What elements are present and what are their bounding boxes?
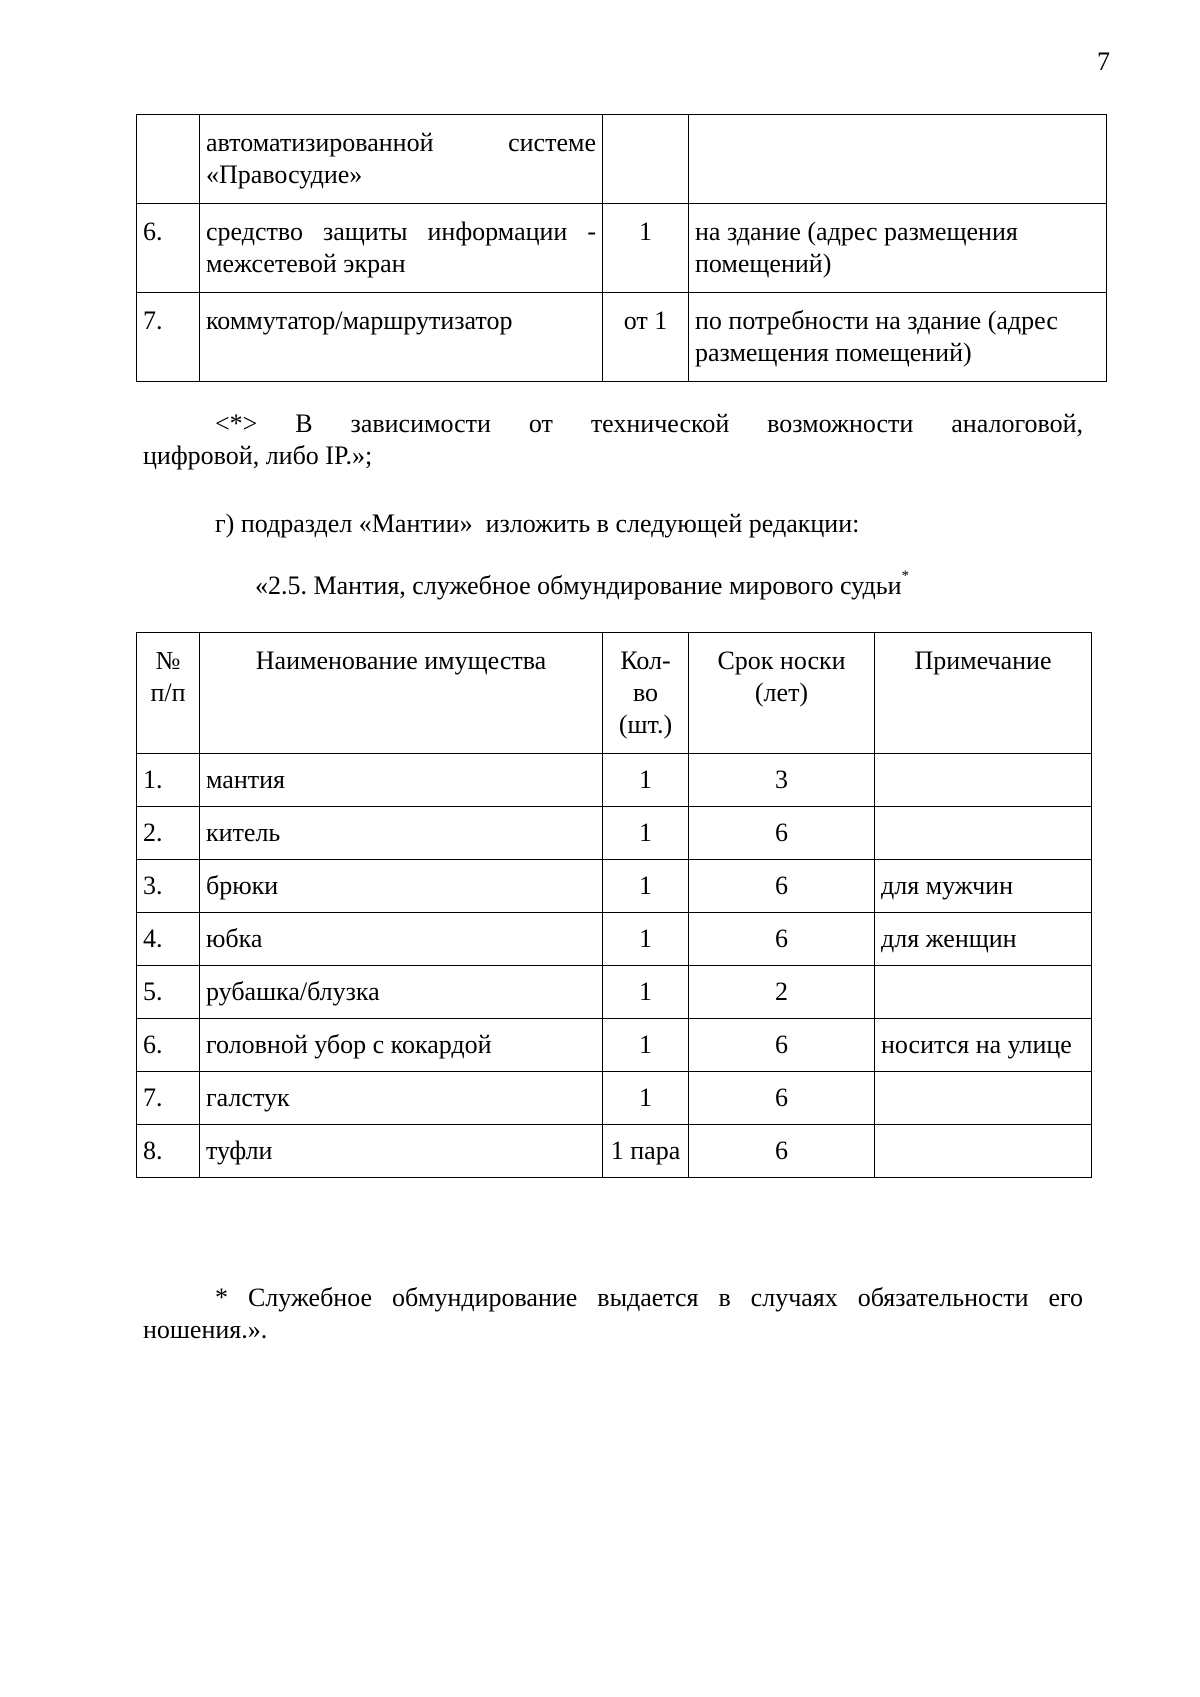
cell-note: для мужчин: [875, 860, 1092, 913]
cell-term: 6: [689, 1125, 875, 1178]
footnote-line1: * Служебное обмундирование выдается в случаях обязательности его: [215, 1283, 1083, 1312]
cell-name-line1: средство защиты информации -: [206, 217, 596, 246]
cell-name: [200, 293, 603, 382]
cell-num: 2.: [137, 807, 200, 860]
table-row: [137, 204, 1107, 293]
page-number: 7: [1097, 47, 1110, 76]
cell-note: для женщин: [875, 913, 1092, 966]
cell-term: 2: [689, 966, 875, 1019]
cell-name: [200, 204, 603, 293]
cell-name: галстук: [200, 1072, 603, 1125]
table-row: [137, 293, 1107, 382]
cell-num: 4.: [137, 913, 200, 966]
footnote-line1: <*> В зависимости от технической возможности аналоговой,: [215, 409, 1083, 438]
cell-num: 7.: [137, 1072, 200, 1125]
cell-term: 6: [689, 1072, 875, 1125]
cell-qty: 1: [603, 966, 689, 1019]
cell-qty: 1 пара: [603, 1125, 689, 1178]
footnote-line2: цифровой, либо IP.»;: [143, 441, 373, 470]
cell-qty: 1: [603, 860, 689, 913]
cell-qty: 1: [603, 807, 689, 860]
section-heading-text: «2.5. Мантия, служебное обмундирование мирового судьи: [255, 571, 902, 600]
cell-num: 1.: [137, 754, 200, 807]
table-row: [137, 1072, 1092, 1125]
cell-term: 6: [689, 913, 875, 966]
header-note: Примечание: [875, 633, 1092, 754]
header-num: № п/п: [137, 633, 200, 754]
cell-num: 6.: [137, 204, 200, 293]
cell-name: головной убор с кокардой: [200, 1019, 603, 1072]
footnote-technical: [143, 408, 1083, 472]
table-row: [137, 913, 1092, 966]
cell-qty: [603, 115, 689, 204]
cell-note: на здание (адрес размещения помещений): [689, 204, 1107, 293]
cell-name: мантия: [200, 754, 603, 807]
cell-note: [875, 966, 1092, 1019]
table-row: [137, 807, 1092, 860]
table-row: [137, 1019, 1092, 1072]
cell-note: [875, 754, 1092, 807]
cell-name: [200, 115, 603, 204]
footnote-uniform: [143, 1282, 1083, 1346]
header-qty: Кол-во (шт.): [603, 633, 689, 754]
cell-note: по потребности на здание (адрес размещения помещений): [689, 293, 1107, 382]
cell-num: 5.: [137, 966, 200, 1019]
cell-name: брюки: [200, 860, 603, 913]
header-name: Наименование имущества: [200, 633, 603, 754]
cell-name: туфли: [200, 1125, 603, 1178]
cell-term: 6: [689, 1019, 875, 1072]
table-row: [137, 754, 1092, 807]
table-row: [137, 966, 1092, 1019]
cell-term: 6: [689, 807, 875, 860]
cell-note: носится на улице: [875, 1019, 1092, 1072]
cell-num: 6.: [137, 1019, 200, 1072]
cell-name-line2: межсетевой экран: [206, 249, 406, 278]
cell-term: 3: [689, 754, 875, 807]
table-header-row: [137, 633, 1092, 754]
cell-num: 7.: [137, 293, 200, 382]
footnote-line2: ношения.».: [143, 1315, 268, 1344]
cell-qty: 1: [603, 204, 689, 293]
section-heading: [255, 570, 909, 602]
cell-qty: 1: [603, 754, 689, 807]
cell-qty: от 1: [603, 293, 689, 382]
table-row: [137, 115, 1107, 204]
cell-note: [875, 807, 1092, 860]
equipment-table-continued: [136, 114, 1107, 382]
cell-term: 6: [689, 860, 875, 913]
cell-note: [689, 115, 1107, 204]
cell-qty: 1: [603, 1019, 689, 1072]
cell-name: китель: [200, 807, 603, 860]
table-row: [137, 1125, 1092, 1178]
cell-num: 8.: [137, 1125, 200, 1178]
cell-qty: 1: [603, 913, 689, 966]
cell-name: юбка: [200, 913, 603, 966]
cell-num: [137, 115, 200, 204]
cell-name: рубашка/блузка: [200, 966, 603, 1019]
cell-note: [875, 1125, 1092, 1178]
cell-name-line1: коммутатор/маршрутизатор: [206, 306, 513, 335]
cell-name-line1: автоматизированной системе: [206, 128, 596, 157]
cell-num: 3.: [137, 860, 200, 913]
paragraph-g: г) подраздел «Мантии» изложить в следующей редакции:: [215, 509, 860, 538]
cell-qty: 1: [603, 1072, 689, 1125]
header-term: Срок носки (лет): [689, 633, 875, 754]
cell-name-line2: «Правосудие»: [206, 160, 363, 189]
heading-footnote-mark: *: [901, 568, 910, 585]
robe-uniform-table: [136, 632, 1092, 1178]
cell-note: [875, 1072, 1092, 1125]
table-row: [137, 860, 1092, 913]
